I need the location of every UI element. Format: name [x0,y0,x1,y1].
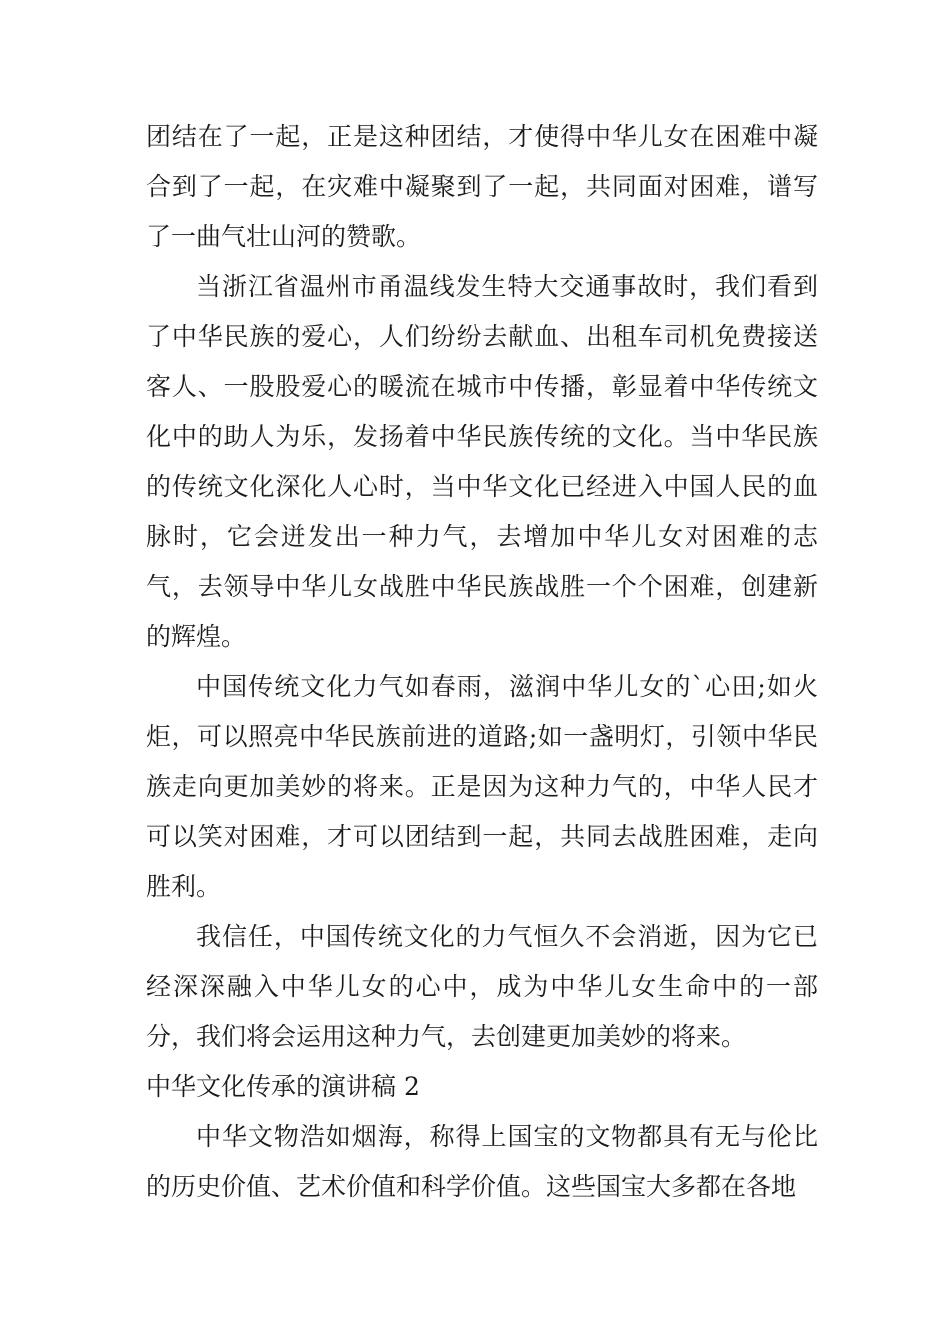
paragraph-accident: 当浙江省温州市甬温线发生特大交通事故时，我们看到了中华民族的爱心，人们纷纷去献血、出租车司机免费接送客人、一股股爱心的暖流在城市中传播，彰显着中华传统文化中的助人为乐，发扬着中华民族传统的文化。当中华民族的传统文化深化人心时，当中华文化已经进入中国人民的血脉时，它会迸发出一种力气，去增加中华儿女对困难的志气，去领导中华儿女战胜中华民族战胜一个个困难，创建新的辉煌。 [146,272,818,651]
section-heading: 中华文化传承的演讲稿 2 [146,1072,420,1101]
paragraph-relics: 中华文物浩如烟海，称得上国宝的文物都具有无与伦比的历史价值、艺术价值和科学价值。这些国宝大多都在各地 [146,1122,818,1201]
paragraph-belief: 我信任，中国传统文化的力气恒久不会消逝，因为它已经深深融入中华儿女的心中，成为中华儿女生命中的一部分，我们将会运用这种力气，去创建更加美妙的将来。 [146,922,818,1051]
paragraph-spring-rain: 中国传统文化力气如春雨，滋润中华儿女的`心田;如火炬，可以照亮中华民族前进的道路;如一盏明灯，引领中华民族走向更加美妙的将来。正是因为这种力气的，中华人民才可以笑对困难，才可以团结到一起，共同去战胜困难，走向胜利。 [146,672,818,901]
paragraph-continued: 团结在了一起，正是这种团结，才使得中华儿女在困难中凝合到了一起，在灾难中凝聚到了一起，共同面对困难，谱写了一曲气壮山河的赞歌。 [146,122,818,251]
document-page [146,112,818,1212]
